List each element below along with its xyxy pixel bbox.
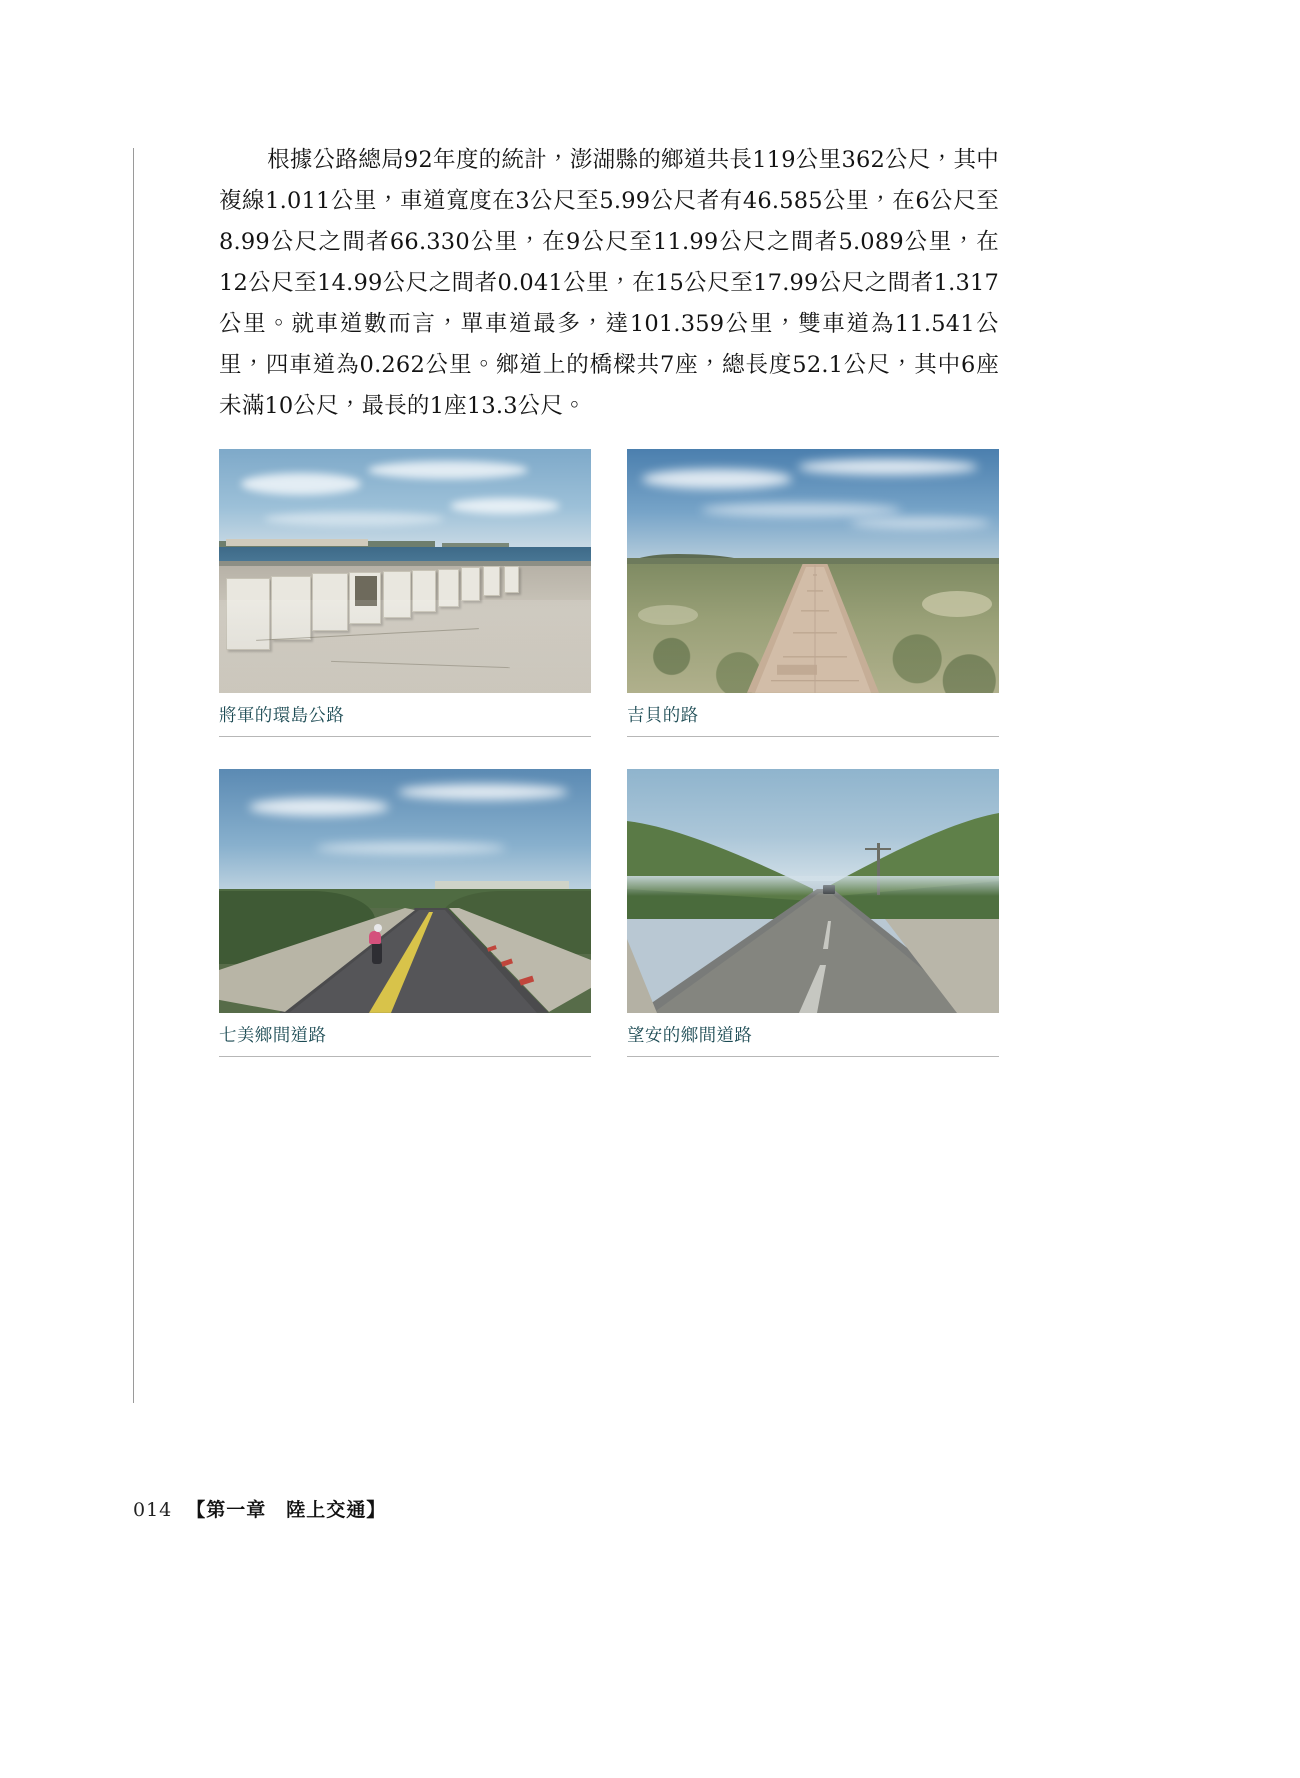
- figure-item: [219, 769, 591, 1057]
- figure-item: [627, 449, 999, 737]
- figure-caption: 將軍的環島公路: [219, 693, 591, 737]
- page-content: [219, 140, 999, 1057]
- footer-chapter-title: 【第一章 陸上交通】: [186, 1499, 387, 1521]
- figure-caption: 七美鄉間道路: [219, 1013, 591, 1057]
- figure-image-wangan-rural-road: [627, 769, 999, 1013]
- page-side-rule: [133, 148, 134, 1403]
- footer-page-number: 014: [133, 1499, 173, 1521]
- body-paragraph: [219, 140, 999, 427]
- figure-image-jibei-path: [627, 449, 999, 693]
- figure-image-jiangjun-ring-road: [219, 449, 591, 693]
- figure-item: [219, 449, 591, 737]
- figure-grid: [219, 449, 999, 1057]
- figure-caption: 吉貝的路: [627, 693, 999, 737]
- figure-caption: 望安的鄉間道路: [627, 1013, 999, 1057]
- figure-image-qimei-rural-road: [219, 769, 591, 1013]
- paragraph-text: 根據公路總局92年度的統計，澎湖縣的鄉道共長119公里362公尺，其中複線1.011公里，車道寬度在3公尺至5.99公尺者有46.585公里，在6公尺至8.99公尺之間者66.330公里，在9公尺至11.99公尺之間者5.089公里，在12公尺至14.99公尺之間者0.041公里，在15公尺至17.99公尺之間者1.317公里。就車道數而言，單車道最多，達101.359公里，雙車道為11.541公里，四車道為0.262公里。鄉道上的橋樑共7座，總長度52.1公尺，其中6座未滿10公尺，最長的1座13.3公尺。: [219, 147, 999, 419]
- figure-item: [627, 769, 999, 1057]
- page-footer: [133, 1495, 386, 1522]
